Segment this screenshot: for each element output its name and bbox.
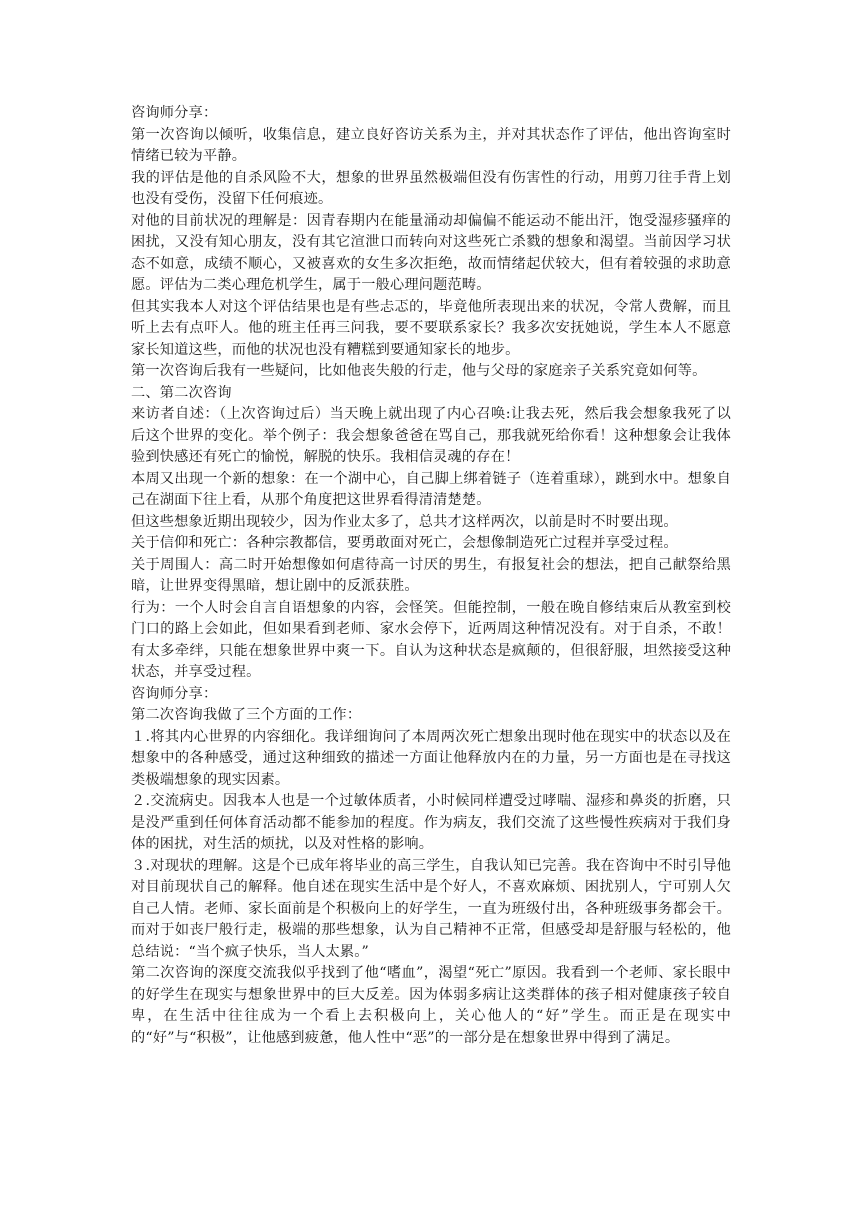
heading-counselor-share-1: 咨询师分享： xyxy=(131,105,218,121)
paragraph-new-imagination: 本周又出现一个新的想象：在一个湖中心，自己脚上绑着链子（连着重球），跳到水中。想象自己在湖面下往上看，从那个角度把这世界看得清清楚楚。 xyxy=(131,470,731,508)
paragraph-deep-exchange: 第二次咨询的深度交流我似乎找到了他“嗜血”，渴望“死亡”原因。我看到一个老师、家长眼中的好学生在现实与想象世界中的巨大反差。因为体弱多病让这类群体的孩子相对健康孩子较自卑，在生活中往往成为一个看上去积极向上，关心他人的“好”学生。而正是在现实中的“好”与“积极”，让他感到疲惫，他人性中“恶”的一部分是在想象世界中得到了满足。 xyxy=(131,965,731,1046)
paragraph-first-session: 第一次咨询以倾听，收集信息，建立良好咨访关系为主，并对其状态作了评估，他出咨询室时情绪已较为平静。 xyxy=(131,126,731,164)
paragraph-behavior: 行为：一个人时会自言自语想象的内容，会怪笑。但能控制，一般在晚自修结束后从教室到校门口的路上会如此，但如果看到老师、家水会停下，近两周这种情况没有。对于自杀，不敢！有太多牵绊，只能在想象世界中爽一下。自认为这种状态是疯颠的，但很舒服，坦然接受这种状态，并享受过程。 xyxy=(131,599,731,680)
list-item-3: ３.对现状的理解。这是个已成年将毕业的高三学生，自我认知已完善。我在咨询中不时引导他对目前现状自己的解释。他自述在现实生活中是个好人，不喜欢麻烦、困扰别人，宁可别人欠自己人情。老师、家长面前是个积极向上的好学生，一直为班级付出，各种班级事务都会干。而对于如丧尸般行走，极端的那些想象，认为自己精神不正常，但感受却是舒服与轻松的，他总结说：“当个疯子快乐，当人太累。” xyxy=(131,857,731,960)
paragraph-surrounding-people: 关于周围人：高二时开始想像如何虐待高一讨厌的男生，有报复社会的想法，把自己献祭给黑暗，让世界变得黑暗，想让剧中的反派获胜。 xyxy=(131,556,731,594)
paragraph-questions: 第一次咨询后我有一些疑问，比如他丧失般的行走，他与父母的家庭亲子关系究竟如何等。 xyxy=(131,363,707,379)
list-item-2: ２.交流病史。因我本人也是一个过敏体质者，小时候同样遭受过哮喘、湿疹和鼻炎的折磨，只是没严重到任何体育活动都不能参加的程度。作为病友，我们交流了这些慢性疾病对于我们身体的困扰，对生活的烦扰，以及对性格的影响。 xyxy=(131,793,731,852)
paragraph-understanding: 对他的目前状况的理解是：因青春期内在能量涌动却偏偏不能运动不能出汗，饱受湿疹骚痒的困扰，又没有知心朋友，没有其它渲泄口而转向对这些死亡杀戮的想象和渴望。当前因学习状态不如意，成绩不顺心，又被喜欢的女生多次拒绝，故而情绪起伏较大，但有着较强的求助意愿。评估为二类心理危机学生，属于一般心理问题范畴。 xyxy=(131,212,731,293)
paragraph-uncertainty: 但其实我本人对这个评估结果也是有些忐忑的，毕竟他所表现出来的状况，令常人费解，而且听上去有点吓人。他的班主任再三问我，要不要联系家长？我多次安抚她说，学生本人不愿意家长知道这些，而他的状况也没有糟糕到要通知家长的地步。 xyxy=(131,298,731,358)
paragraph-faith-death: 关于信仰和死亡：各种宗教都信，要勇敢面对死亡，会想像制造死亡过程并享受过程。 xyxy=(131,535,678,551)
paragraph-risk-assessment: 我的评估是他的自杀风险不大，想象的世界虽然极端但没有伤害性的行动，用剪刀往手背上划也没有受伤，没留下任何痕迹。 xyxy=(131,169,731,207)
section-heading-second-session: 二、第二次咨询 xyxy=(131,384,232,401)
list-item-1: １.将其内心世界的内容细化。我详细询问了本周两次死亡想象出现时他在现实中的状态以及在想象中的各种感受，通过这种细致的描述一方面让他释放内在的力量，另一方面也是在寻找这类极端想象的现实因素。 xyxy=(131,728,731,788)
heading-counselor-share-2: 咨询师分享： xyxy=(131,685,218,702)
document-body xyxy=(131,103,731,1049)
paragraph-three-tasks: 第二次咨询我做了三个方面的工作： xyxy=(131,707,362,723)
paragraph-client-self-report: 来访者自述：（上次咨询过后）当天晚上就出现了内心召唤:让我去死，然后我会想象我死了以后这个世界的变化。举个例子：我会想象爸爸在骂自己，那我就死给你看！这种想象会让我体验到快感还有死亡的愉悦，解脱的快乐。我相信灵魂的存在！ xyxy=(131,406,731,465)
paragraph-frequency: 但这些想象近期出现较少，因为作业太多了，总共才这样两次，以前是时不时要出现。 xyxy=(131,513,678,530)
